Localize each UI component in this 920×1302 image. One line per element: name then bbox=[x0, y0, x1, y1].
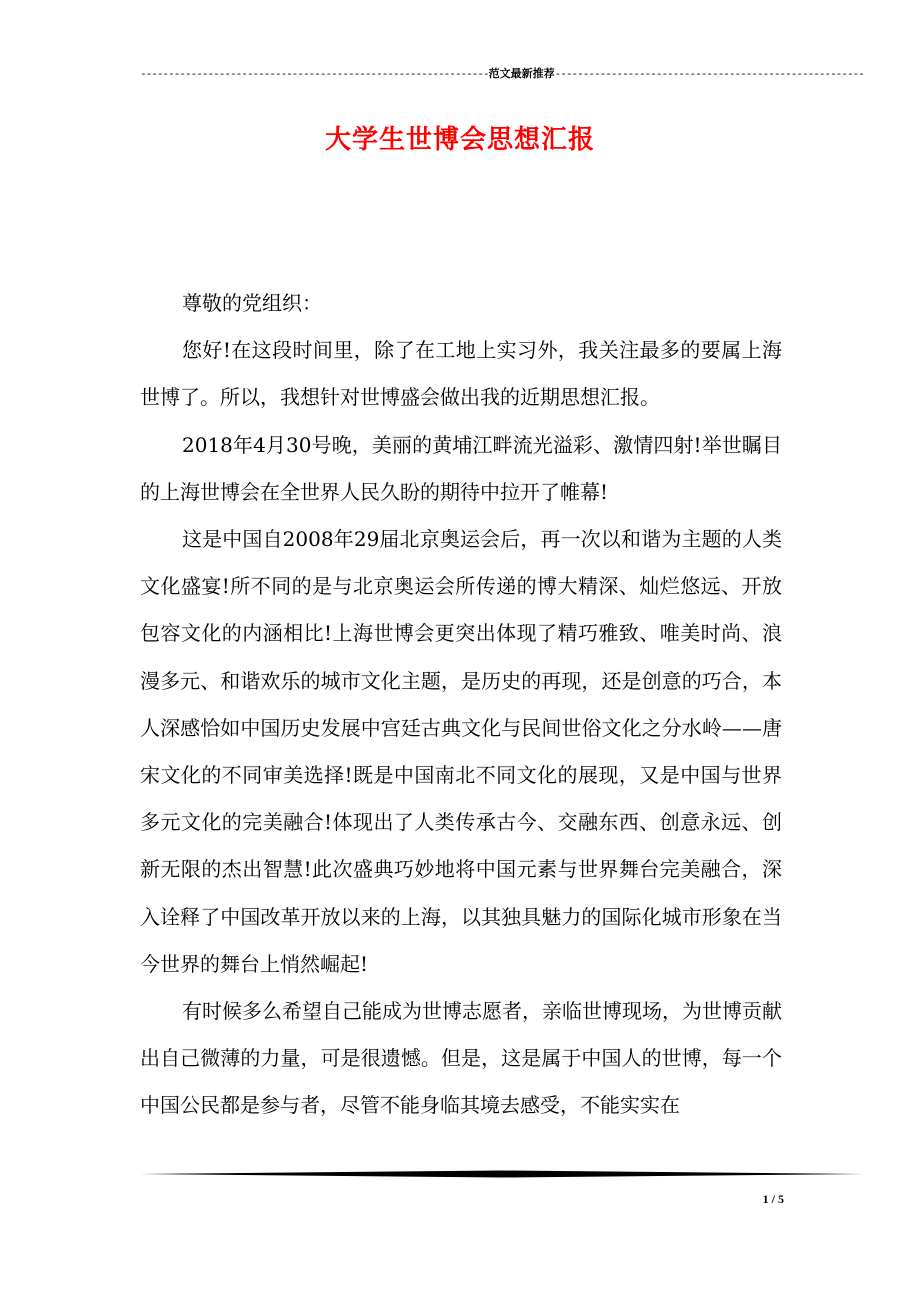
page-header bbox=[140, 66, 864, 82]
paragraph: 这是中国自2008年29届北京奥运会后，再一次以和谐为主题的人类文化盛宴!所不同的是与北京奥运会所传递的博大精深、灿烂悠远、开放包容文化的内涵相比!上海世博会更突出体现了精巧雅致、唯美时尚、浪漫多元、和谐欢乐的城市文化主题，是历史的再现，还是创意的巧合，本人深感恰如中国历史发展中宫廷古典文化与民间世俗文化之分水岭——唐宋文化的不同审美选择!既是中国南北不同文化的展现，又是中国与世界多元文化的完美融合!体现出了人类传承古今、交融东西、创意永远、创新无限的杰出智慧!此次盛典巧妙地将中国元素与世界舞台完美融合，深入诠释了中国改革开放以来的上海，以其独具魅力的国际化城市形象在当今世界的舞台上悄然崛起! bbox=[140, 527, 782, 976]
document-body bbox=[140, 280, 782, 1130]
page-number: 1 / 5 bbox=[762, 1192, 784, 1206]
header-dashes-left: -------------------------------------------------------------- bbox=[140, 67, 489, 80]
document-title: 大学生世博会思想汇报 bbox=[324, 125, 595, 155]
paragraph-salutation: 尊敬的党组织： bbox=[182, 291, 322, 315]
paragraph: 2018年4月30号晚，美丽的黄埔江畔流光溢彩、激情四射!举世瞩目的上海世博会在全世界人民久盼的期待中拉开了帷幕! bbox=[140, 432, 782, 504]
paragraph: 有时候多么希望自己能成为世博志愿者，亲临世博现场，为世博贡献出自己微薄的力量，可是很遗憾。但是，这是属于中国人的世博，每一个中国公民都是参与者，尽管不能身临其境去感受，不能实实在 bbox=[140, 999, 782, 1118]
footer-divider bbox=[140, 1170, 864, 1178]
header-label: 范文最新推荐 bbox=[488, 67, 555, 80]
paragraph: 您好!在这段时间里，除了在工地上实习外，我关注最多的要属上海世博了。所以，我想针对世博盛会做出我的近期思想汇报。 bbox=[140, 338, 782, 410]
header-dashes-right: ------------------------------------------------------- bbox=[554, 67, 864, 80]
